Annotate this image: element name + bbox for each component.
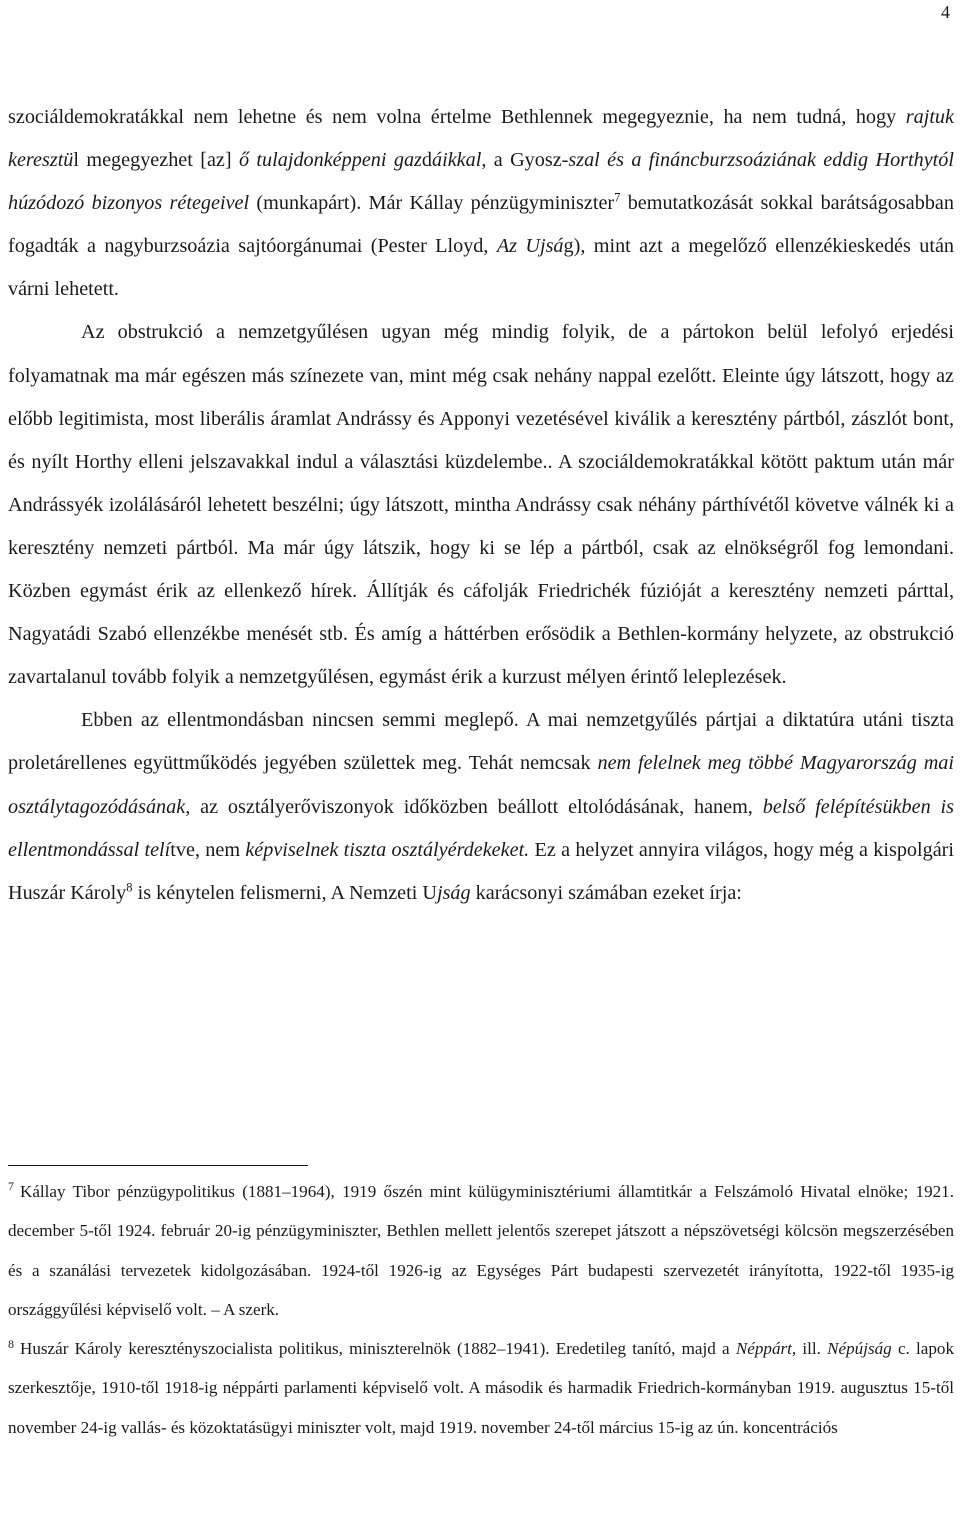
text-run: Ebben az ellentmondásban nincsen semmi meglepő. A mai nemzetgyűlés pártjai a diktatúra utáni tiszta proletárellenes együttműködés jegyében születtek meg. Tehát nemcsak bbox=[8, 709, 954, 775]
footnote-number: 8 bbox=[8, 1336, 14, 1351]
footnote-reference: 8 bbox=[126, 879, 133, 894]
text-run: l megegyezhet [az] bbox=[73, 149, 239, 172]
italic-text: jság bbox=[436, 881, 471, 904]
italic-text: szal és a fináncburzsoáziának eddig Horthytól húzódozó bizonyos rétegeivel bbox=[8, 149, 954, 215]
italic-text: nem felelnek meg többé Magyarország mai osztálytagozódásának, bbox=[8, 752, 954, 818]
footnote bbox=[8, 1329, 954, 1447]
text-run: szociáldemokratákkal nem lehetne és nem volna értelme Bethlennek megegyeznie, ha nem tudná, hogy bbox=[8, 106, 906, 128]
footnote-reference: 7 bbox=[614, 190, 621, 205]
paragraph bbox=[8, 96, 954, 311]
italic-text: képviselnek tiszta osztályérdekeket. bbox=[245, 838, 530, 861]
text-run: bemutatkozását sokkal barátságosabban fogadták a nagyburzsoázia sajtóorgánumai (Pester Lloyd, bbox=[8, 192, 954, 258]
text-run: g), mint azt a megelőző ellenzékieskedés után várni lehetett. bbox=[8, 235, 954, 301]
text-run: Kállay Tibor pénzügypolitikus (1881–1964), 1919 őszén mint külügyminisztériumi államtitkár a Felszámoló Hivatal elnöke; 1921. december 5-től 1924. február 20-ig pénzügyminiszter, Bethlen mellett jelentős szerepet játszott a népszövetségi kölcsön megszerzésében és a szanálási tervezetek kidolgozásában. 1924-től 1926-ig az Egységes Párt budapesti szervezetét irányította, 1922-től 1935-ig országgyűlési képviselő volt. – A szerk. bbox=[8, 1182, 954, 1319]
page-number: 4 bbox=[941, 2, 950, 22]
text-run: is kénytelen felismerni, A Nemzeti U bbox=[132, 881, 437, 904]
footnote bbox=[8, 1172, 954, 1329]
paragraph bbox=[8, 699, 954, 914]
italic-text: áikkal, bbox=[432, 149, 487, 172]
text-run: ill. bbox=[796, 1339, 828, 1359]
italic-text: Népújság bbox=[827, 1339, 892, 1359]
italic-text: ő tulajdonképpeni gaz bbox=[238, 149, 422, 172]
paragraph bbox=[8, 311, 954, 699]
text-run: Az obstrukció a nemzetgyűlésen ugyan még mindig folyik, de a pártokon belül lefolyó erjedési folyamatnak ma már egészen más színezete van, mint még csak nehány nappal ezelőtt. Eleinte úgy látszott, hogy az előbb legitimista, most liberális áramlat Andrássy és Apponyi vezetésével kiválik a keresztény pártból, zászlót bont, és nyílt Horthy elleni jelszavakkal indul a választási küzdelembe.. A szociáldemokratákkal kötött paktum után már Andrássyék izolálásáról lehetett beszélni; úgy látszott, mintha Andrássy csak néhány párthívétől követve válnék ki a keresztény nemzeti pártból. Ma már úgy látszik, hogy ki se lép a pártból, csak az elnökségről fog lemondani. Közben egymást érik az ellenkező hírek. Állítják és cáfolják Friedrichék fúzióját a keresztény nemzeti párttal, Nagyatádi Szabó ellenzékbe menését stb. És amíg a háttérben erősödik a Bethlen-kormány helyzete, az obstrukció zavartalanul tovább folyik a nemzetgyűlésen, egymást érik a kurzust mélyen érintő leleplezések. bbox=[8, 321, 954, 689]
footnote-number: 7 bbox=[8, 1179, 14, 1194]
italic-text: Az Ujsá bbox=[496, 235, 564, 258]
italic-text: Néppárt, bbox=[735, 1339, 797, 1359]
text-run: az osztályerőviszonyok időközben beállott eltolódásának, hanem, bbox=[190, 795, 763, 818]
footnotes bbox=[8, 1172, 954, 1447]
italic-text: belső felépítésükben is ellentmondással telí bbox=[8, 795, 954, 861]
body-text bbox=[8, 96, 954, 915]
text-run: a Gyosz- bbox=[486, 149, 569, 172]
text-run: tve, nem bbox=[170, 838, 246, 861]
italic-text: rajtuk keresztü bbox=[8, 106, 954, 172]
text-run: Ez a helyzet annyira világos, hogy még a kispolgári Huszár Károly bbox=[8, 838, 955, 904]
text-run: d bbox=[421, 149, 432, 172]
text-run: Huszár Károly keresztényszocialista politikus, miniszterelnök (1882–1941). Eredetileg tanító, majd a bbox=[20, 1339, 736, 1359]
footnote-separator bbox=[8, 1165, 308, 1166]
text-run: (munkapárt). Már Kállay pénzügyminiszter bbox=[249, 192, 615, 215]
text-run: karácsonyi számában ezeket írja: bbox=[470, 881, 742, 904]
text-run: c. lapok szerkesztője, 1910-től 1918-ig néppárti parlamenti képviselő volt. A második és harmadik Friedrich-kormányban 1919. augusztus 15-től november 24-ig vallás- és közoktatásügyi miniszter volt, majd 1919. november 24-től március 15-ig az ún. koncentrációs bbox=[8, 1339, 954, 1437]
